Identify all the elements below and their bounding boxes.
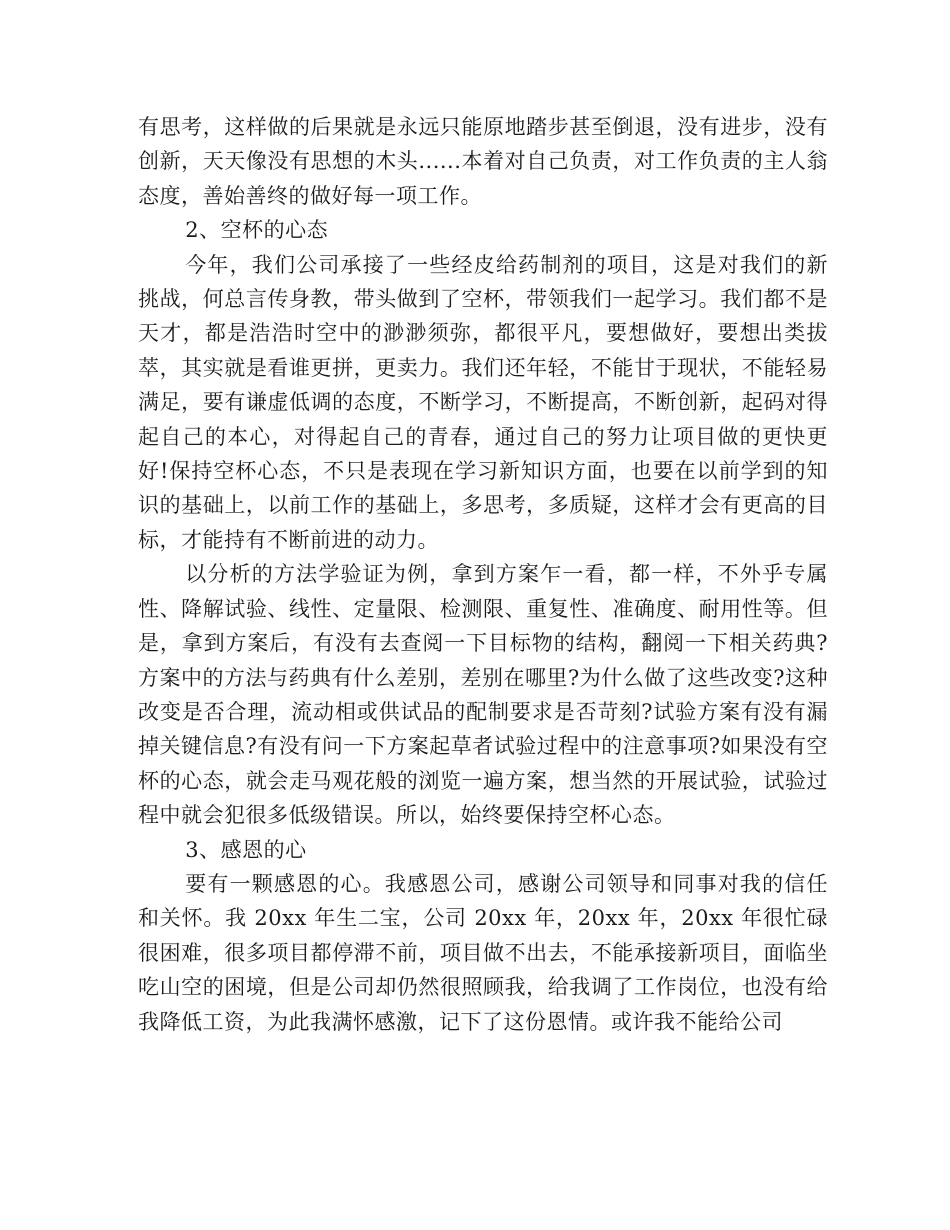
document-body [138,110,828,1039]
section-heading-empty-cup: 2、空杯的心态 [185,218,329,243]
section-heading-gratitude: 3、感恩的心 [185,837,307,862]
paragraph-gratitude: 要有一颗感恩的心。我感恩公司，感谢公司领导和同事对我的信任和关怀。我 20xx 年生二宝，公司 20xx 年，20xx 年，20xx 年很忙碌很困难，很多项目都停滞不前，项目做不出去，不能承接新项目，面临坐吃山空的困境，但是公司却仍然很照顾我，给我调了工作岗位，也没有给我降低工资，为此我满怀感激，记下了这份恩情。或许我不能给公司 [138,871,828,1034]
paragraph-empty-cup-mindset: 今年，我们公司承接了一些经皮给药制剂的项目，这是对我们的新挑战，何总言传身教，带头做到了空杯，带领我们一起学习。我们都不是天才，都是浩浩时空中的渺渺须弥，都很平凡，要想做好，要想出类拔萃，其实就是看谁更拼，更卖力。我们还年轻，不能甘于现状，不能轻易满足，要有谦虚低调的态度，不断学习，不断提高，不断创新，起码对得起自己的本心，对得起自己的青春，通过自己的努力让项目做的更快更好!保持空杯心态，不只是表现在学习新知识方面，也要在以前学到的知识的基础上，以前工作的基础上，多思考，多质疑，这样才会有更高的目标，才能持有不断前进的动力。 [138,252,828,552]
paragraph-continuation: 有思考，这样做的后果就是永远只能原地踏步甚至倒退，没有进步，没有创新，天天像没有思想的木头......本着对自己负责，对工作负责的主人翁态度，善始善终的做好每一项工作。 [138,115,828,208]
paragraph-method-validation-example: 以分析的方法学验证为例，拿到方案乍一看，都一样，不外乎专属性、降解试验、线性、定量限、检测限、重复性、准确度、耐用性等。但是，拿到方案后，有没有去查阅一下目标物的结构，翻阅一下相关药典?方案中的方法与药典有什么差别，差别在哪里?为什么做了这些改变?这种改变是否合理，流动相或供试品的配制要求是否苛刻?试验方案有没有漏掉关键信息?有没有问一下方案起草者试验过程中的注意事项?如果没有空杯的心态，就会走马观花般的浏览一遍方案，想当然的开展试验，试验过程中就会犯很多低级错误。所以，始终要保持空杯心态。 [138,562,829,828]
